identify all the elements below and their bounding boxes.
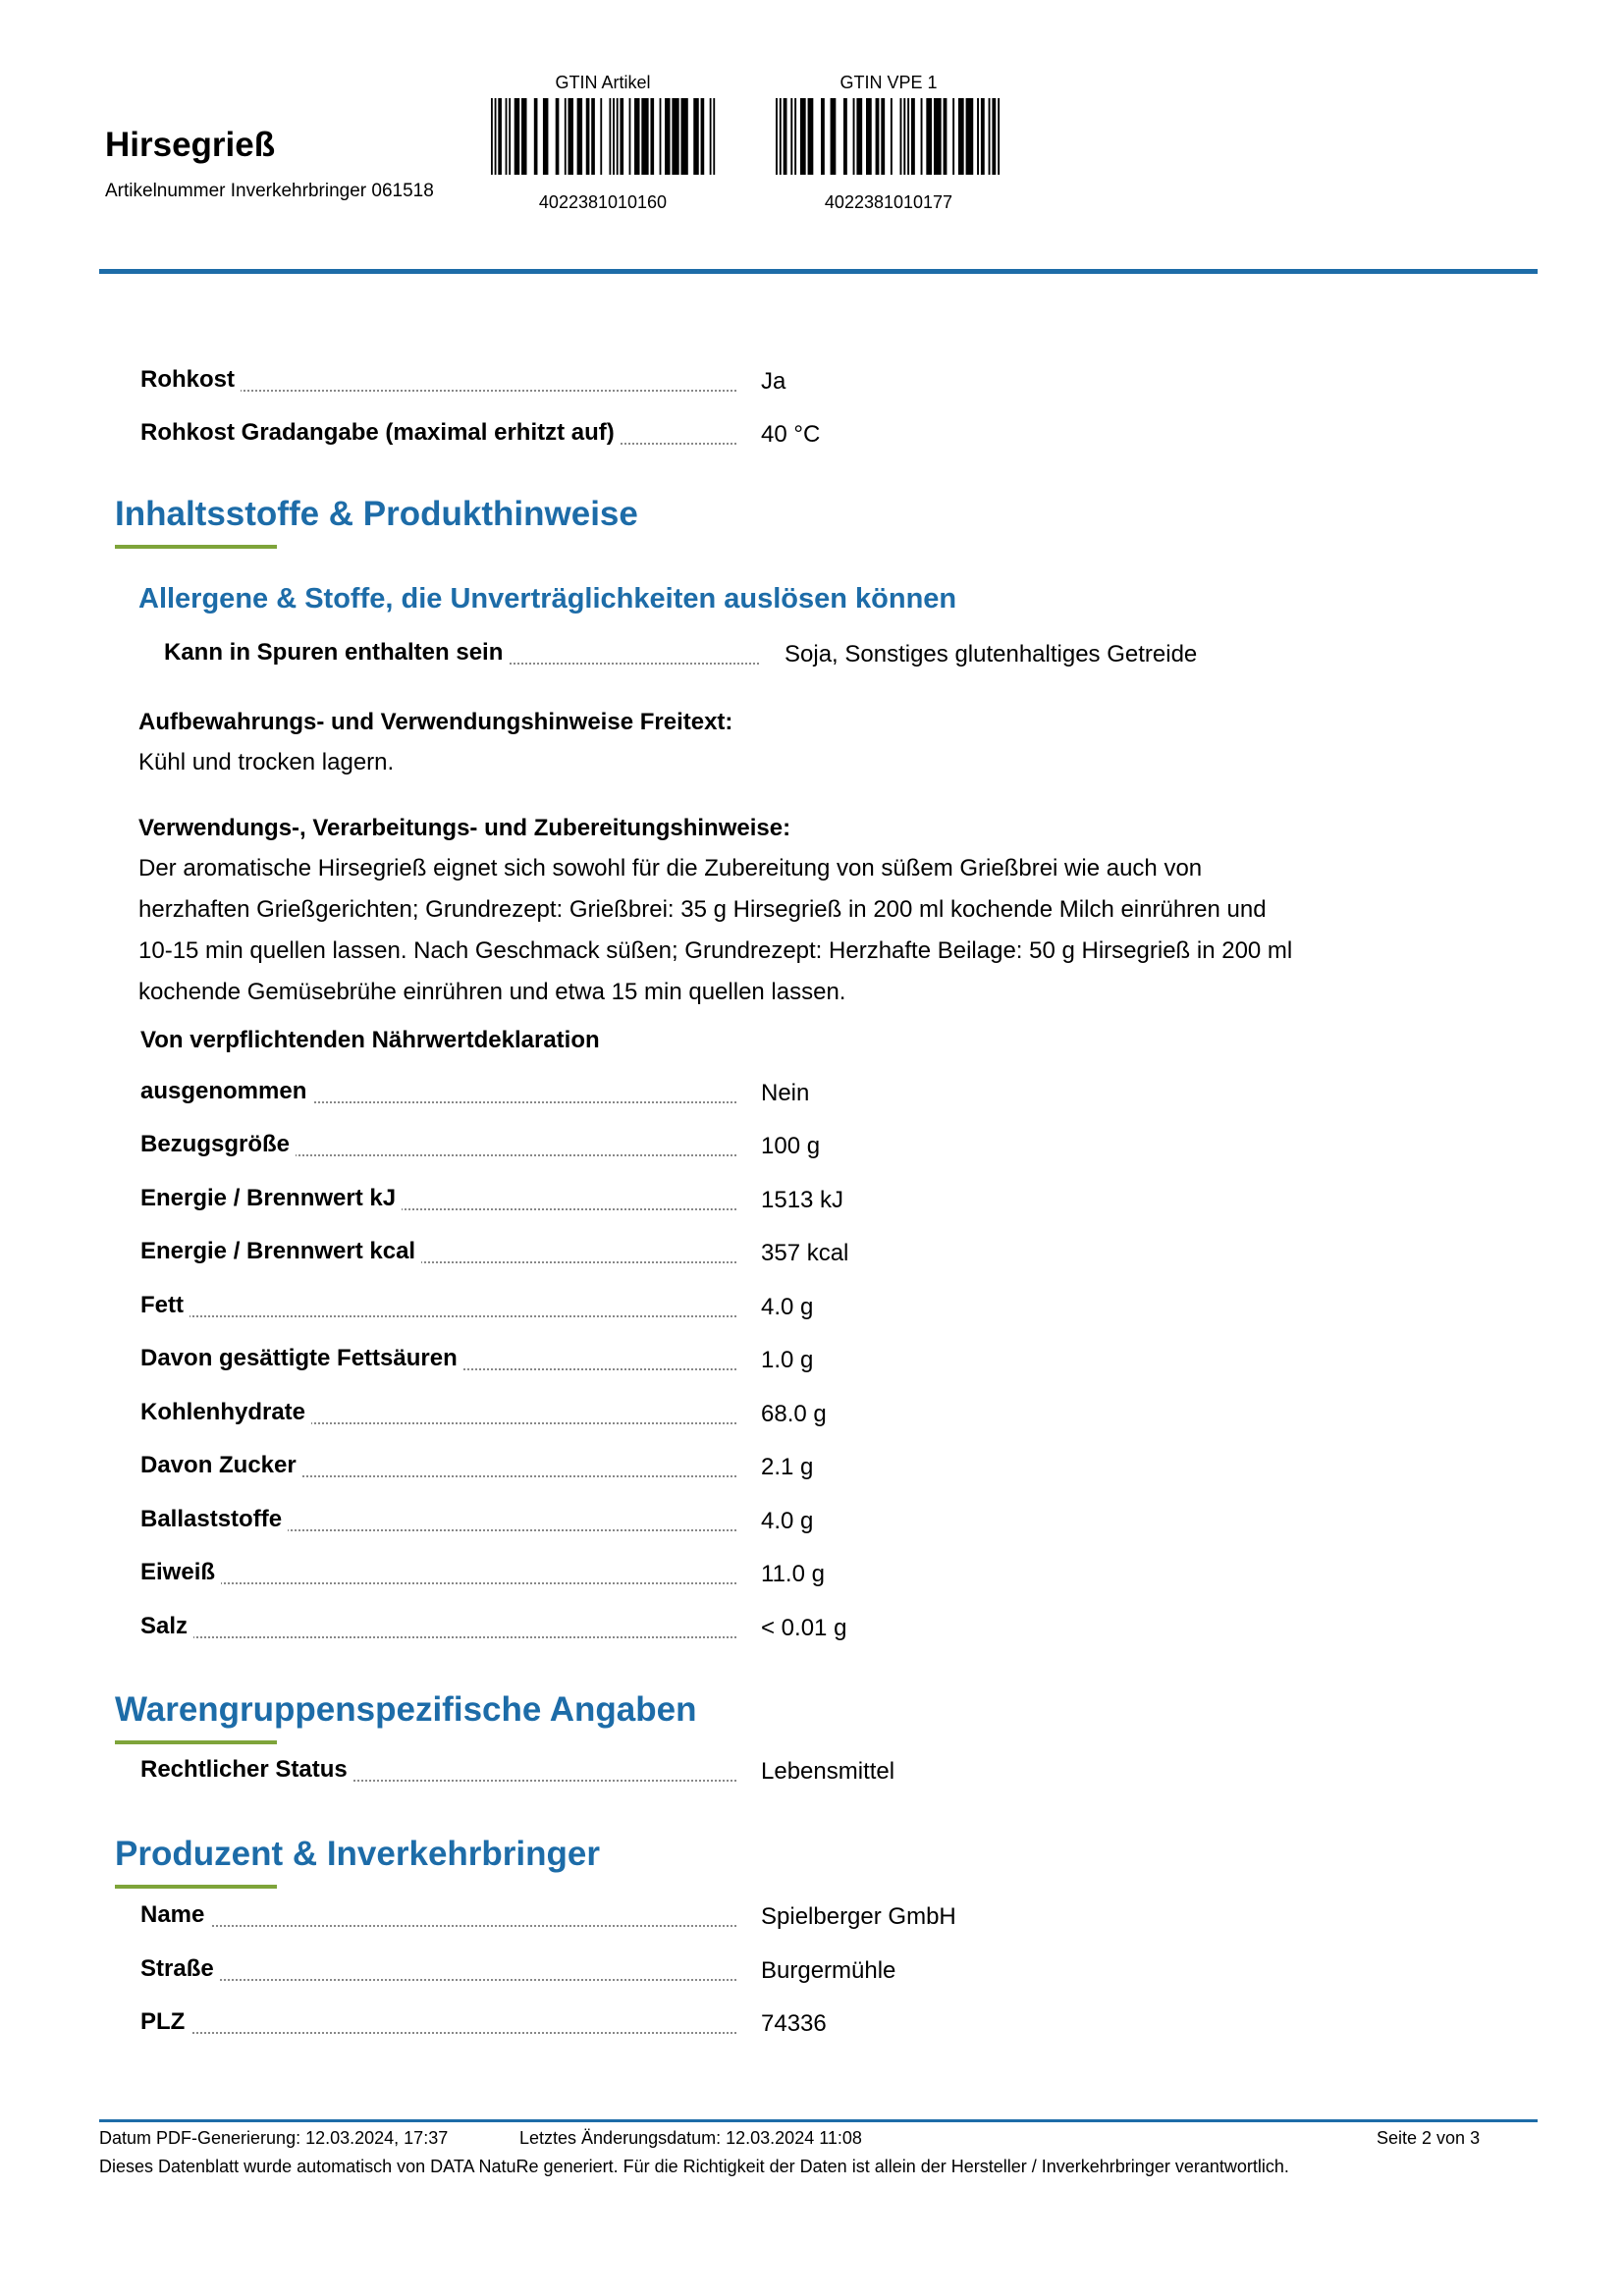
field-label: Bezugsgröße <box>140 1131 296 1158</box>
barcode-bar <box>641 98 648 175</box>
field-row-street <box>140 1955 1515 1995</box>
field-label: Straße <box>140 1955 220 1983</box>
field-label: Energie / Brennwert kJ <box>140 1185 402 1212</box>
barcode-bar <box>903 98 905 175</box>
barcode-bar <box>881 98 885 175</box>
barcode-bar <box>534 98 538 175</box>
field-label: Kohlenhydrate <box>140 1399 311 1426</box>
barcode-bar <box>556 98 560 175</box>
field-value: 4.0 g <box>761 1508 814 1534</box>
usage-line: Der aromatische Hirsegrieß eignet sich sowohl für die Zubereitung von süßem Grießbrei wie auch von <box>138 855 1203 881</box>
field-label: Rohkost <box>140 366 241 394</box>
barcode-bar <box>672 98 678 175</box>
field-value: < 0.01 g <box>761 1615 847 1641</box>
field-row-zip <box>140 2008 1515 2048</box>
barcode-bar <box>506 98 508 175</box>
field-value: 40 °C <box>761 421 821 448</box>
barcode-bar <box>613 98 615 175</box>
storage-text: Kühl und trocken lagern. <box>138 749 395 775</box>
field-label: Rohkost Gradangabe (maximal erhitzt auf) <box>140 419 621 447</box>
barcode-bar <box>660 98 662 175</box>
barcode-bar <box>821 98 825 175</box>
barcode-bar <box>800 98 806 175</box>
barcode-bar <box>907 98 909 175</box>
gtin-vpe-number: 4022381010177 <box>824 192 953 212</box>
footer-generated-date: Datum PDF-Generierung: 12.03.2024, 17:37 <box>99 2128 449 2148</box>
nutrition-row <box>140 1559 1515 1598</box>
section-underline <box>115 545 277 549</box>
barcode-bar <box>650 98 654 175</box>
section-heading-ingredients: Inhaltsstoffe & Produkthinweise <box>115 495 638 533</box>
field-value: Ja <box>761 368 786 395</box>
field-value: 4.0 g <box>761 1294 814 1320</box>
nutrition-row <box>140 1185 1515 1224</box>
allergen-heading: Allergene & Stoffe, die Unverträglichkeiten auslösen können <box>138 583 957 614</box>
header-divider <box>99 269 1538 274</box>
barcode-bar <box>693 98 698 175</box>
field-label: Davon Zucker <box>140 1452 302 1479</box>
barcode-bar <box>843 98 847 175</box>
field-label: PLZ <box>140 2008 190 2036</box>
barcode-bar <box>701 98 705 175</box>
usage-line: 10-15 min quellen lassen. Nach Geschmack süßen; Grundrezept: Herzhafte Beilage: 50 g Hirsegrieß in 200 ml <box>138 937 1293 964</box>
dot-leader <box>140 1925 736 1927</box>
field-value: 11.0 g <box>761 1561 825 1587</box>
field-row-legal-status <box>140 1756 1515 1795</box>
barcode-bar <box>710 98 712 175</box>
storage-heading: Aufbewahrungs- und Verwendungshinweise Freitext: <box>138 709 733 735</box>
field-value: Soja, Sonstiges glutenhaltiges Getreide <box>785 641 1198 667</box>
dot-leader <box>140 1315 736 1317</box>
barcode-bar <box>521 98 526 175</box>
section-underline <box>115 1740 277 1744</box>
barcode-bar <box>543 98 548 175</box>
barcode-bar <box>609 98 611 175</box>
barcode-bar <box>498 98 502 175</box>
usage-heading: Verwendungs-, Verarbeitungs- und Zubereitungshinweise: <box>138 815 791 841</box>
dot-leader <box>140 1979 736 1981</box>
field-value: Burgermühle <box>761 1957 896 1984</box>
barcode-bar <box>629 98 631 175</box>
nutrition-row <box>140 1506 1515 1545</box>
footer-changed-date: Letztes Änderungsdatum: 12.03.2024 11:08 <box>519 2128 862 2148</box>
nutrition-row <box>140 1292 1515 1331</box>
barcode-bar <box>495 98 497 175</box>
field-value: 357 kcal <box>761 1240 849 1266</box>
barcode-bar <box>586 98 590 175</box>
dot-leader <box>140 1636 736 1638</box>
usage-text <box>138 848 1435 1013</box>
barcode-bar <box>634 98 639 175</box>
field-value: 68.0 g <box>761 1401 827 1427</box>
field-value: 2.1 g <box>761 1454 814 1480</box>
barcode-bar <box>853 98 855 175</box>
usage-line: kochende Gemüsebrühe einrühren und etwa 15 min quellen lassen. <box>138 979 846 1005</box>
barcode-bar <box>784 98 787 175</box>
nutrition-row <box>140 1078 1515 1117</box>
field-value: Spielberger GmbH <box>761 1903 956 1930</box>
field-label: Davon gesättigte Fettsäuren <box>140 1345 463 1372</box>
section-heading-product-group: Warengruppenspezifische Angaben <box>115 1690 697 1729</box>
field-value: 74336 <box>761 2010 827 2037</box>
barcode-bar <box>891 98 893 175</box>
gtin-vpe-label: GTIN VPE 1 <box>839 73 938 92</box>
barcode-bar <box>680 98 687 175</box>
field-label: Salz <box>140 1613 193 1640</box>
footer-divider <box>99 2119 1538 2122</box>
nutrition-exempt-heading: Von verpflichtenden Nährwertdeklaration <box>140 1027 600 1053</box>
field-label: Ballaststoffe <box>140 1506 288 1533</box>
field-row-rohkost <box>140 366 1515 405</box>
barcode-bar <box>998 98 1000 175</box>
barcode-bar <box>831 98 837 175</box>
barcode-bar <box>977 98 979 175</box>
barcode-bar <box>620 98 623 175</box>
barcode-bar <box>958 98 964 175</box>
barcode-bar <box>808 98 814 175</box>
barcode-bar <box>981 98 985 175</box>
field-value: Lebensmittel <box>761 1758 895 1785</box>
section-underline <box>115 1885 277 1889</box>
barcode-bar <box>617 98 619 175</box>
section-heading-producer: Produzent & Inverkehrbringer <box>115 1835 600 1873</box>
dot-leader <box>140 2032 736 2034</box>
nutrition-row <box>140 1238 1515 1277</box>
barcode-bar <box>600 98 602 175</box>
barcode-bar <box>514 98 519 175</box>
barcode-bar <box>665 98 670 175</box>
field-value: 100 g <box>761 1133 821 1159</box>
nutrition-row <box>140 1399 1515 1438</box>
barcode-bar <box>926 98 932 175</box>
nutrition-row <box>140 1345 1515 1384</box>
barcode-bar <box>491 98 493 175</box>
barcode-bar <box>992 98 996 175</box>
footer-disclaimer: Dieses Datenblatt wurde automatisch von DATA NatuRe generiert. Für die Richtigkeit der Daten ist allein der Hersteller / Inverkehrbringer verantwortlich. <box>99 2157 1289 2176</box>
nutrition-row <box>140 1613 1515 1652</box>
field-value: 1513 kJ <box>761 1187 844 1213</box>
field-row-traces <box>164 639 1539 678</box>
barcode-bar <box>944 98 947 175</box>
field-value: Nein <box>761 1080 810 1106</box>
gtin-article-barcode <box>491 98 717 175</box>
barcode-bar <box>911 98 915 175</box>
field-label: Fett <box>140 1292 189 1319</box>
barcode-bar <box>900 98 902 175</box>
barcode-bar <box>591 98 595 175</box>
barcode-bar <box>568 98 572 175</box>
nutrition-row <box>140 1131 1515 1170</box>
barcode-bar <box>790 98 792 175</box>
field-label: ausgenommen <box>140 1078 312 1105</box>
field-value: 1.0 g <box>761 1347 814 1373</box>
barcode-bar <box>876 98 880 175</box>
barcode-bar <box>966 98 974 175</box>
nutrition-row <box>140 1452 1515 1491</box>
dot-leader <box>140 1582 736 1584</box>
barcode-bar <box>565 98 567 175</box>
gtin-vpe-barcode <box>776 98 1001 175</box>
article-number: Artikelnummer Inverkehrbringer 061518 <box>105 181 434 201</box>
barcode-bar <box>934 98 942 175</box>
footer-page-number: Seite 2 von 3 <box>1377 2128 1481 2148</box>
field-label: Eiweiß <box>140 1559 221 1586</box>
barcode-bar <box>952 98 954 175</box>
field-label: Kann in Spuren enthalten sein <box>164 639 509 667</box>
page-title: Hirsegrieß <box>105 126 276 164</box>
field-label: Name <box>140 1901 210 1929</box>
barcode-bar <box>921 98 923 175</box>
gtin-article-number: 4022381010160 <box>538 192 668 212</box>
barcode-bar <box>509 98 511 175</box>
field-label: Energie / Brennwert kcal <box>140 1238 421 1265</box>
barcode-bar <box>776 98 778 175</box>
field-row-rohkost-grad <box>140 419 1515 458</box>
barcode-bar <box>866 98 872 175</box>
barcode-bar <box>577 98 582 175</box>
gtin-article-label: GTIN Artikel <box>555 73 651 92</box>
field-row-name <box>140 1901 1515 1941</box>
barcode-bar <box>780 98 782 175</box>
barcode-bar <box>713 98 715 175</box>
usage-line: herzhaften Grießgerichten; Grundrezept: Grießbrei: 35 g Hirsegrieß in 200 ml kochende Milch einrühren und <box>138 896 1267 923</box>
barcode-bar <box>794 98 796 175</box>
barcode-bar <box>856 98 862 175</box>
barcode-bar <box>989 98 991 175</box>
field-label: Rechtlicher Status <box>140 1756 353 1784</box>
